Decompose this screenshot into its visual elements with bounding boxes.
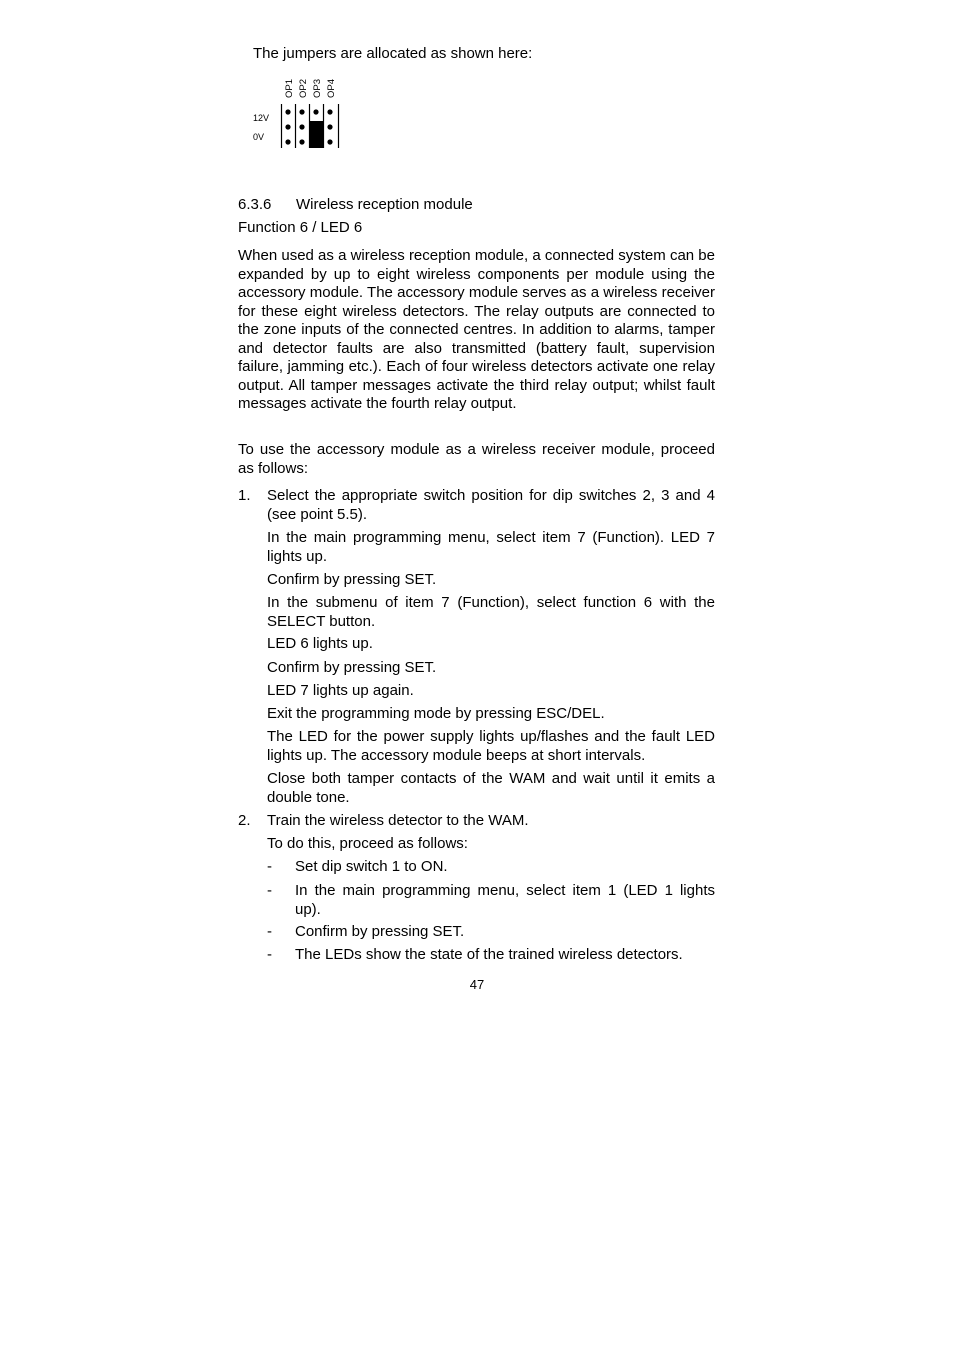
step-line: Exit the programming mode by pressing ESC/DEL.	[267, 705, 605, 722]
bullet-item: In the main programming menu, select item 1 (LED 1 lights up).	[295, 882, 715, 918]
paragraph-description: When used as a wireless reception module, a connected system can be expanded by up to eight wireless components per module using the accessory module. The accessory module serves as a wireless receiver for these eight wireless detectors. The relay outputs are connected to the zone inputs of the connected centres. In addition to alarms, tamper and detector faults are also transmitted (battery fault, supervision failure, jamming etc.). Each of four wireless detectors activate one relay output. All tamper messages activate the third relay output; whilst fault messages activate the fourth relay output.	[238, 247, 715, 412]
step-line: Close both tamper contacts of the WAM and wait until it emits a double tone.	[267, 770, 715, 806]
jumper-bridge-op3	[310, 121, 324, 148]
step-line: Confirm by pressing SET.	[267, 659, 437, 676]
step-number: 1.	[238, 487, 251, 504]
step-line: LED 7 lights up again.	[267, 682, 414, 699]
jumper-column-labels	[284, 79, 337, 98]
paragraph-instructions: To use the accessory module as a wireless receiver module, proceed as follows:	[238, 441, 715, 477]
intro-text: The jumpers are allocated as shown here:	[253, 45, 533, 62]
bullet-dash: -	[267, 946, 272, 963]
step-line: Confirm by pressing SET.	[267, 571, 437, 588]
section-number: 6.3.6	[238, 196, 272, 213]
bullet-item: The LEDs show the state of the trained wireless detectors.	[295, 946, 683, 963]
step-line: To do this, proceed as follows:	[267, 835, 468, 852]
step-line: LED 6 lights up.	[267, 635, 373, 652]
jumper-label-op2: OP2	[298, 78, 309, 98]
function-line: Function 6 / LED 6	[238, 219, 363, 236]
step-line: The LED for the power supply lights up/flashes and the fault LED lights up. The accessory module beeps at short intervals.	[267, 728, 715, 764]
step-line: Train the wireless detector to the WAM.	[267, 812, 529, 829]
step-line: In the submenu of item 7 (Function), select function 6 with the SELECT button.	[267, 594, 715, 630]
step-line: Select the appropriate switch position for dip switches 2, 3 and 4 (see point 5.5).	[267, 487, 715, 523]
page-number: 47	[469, 977, 485, 992]
bullet-dash: -	[267, 882, 272, 899]
jumper-row-label-0v: 0V	[253, 132, 265, 142]
jumper-label-op3: OP3	[312, 78, 323, 98]
jumper-label-op4: OP4	[326, 78, 337, 98]
bullet-item: Confirm by pressing SET.	[295, 923, 465, 940]
jumper-row-label-12v: 12V	[253, 113, 270, 123]
section-title: Wireless reception module	[296, 196, 473, 213]
jumper-diagram	[250, 76, 350, 156]
step-line: In the main programming menu, select item 7 (Function). LED 7 lights up.	[267, 529, 715, 565]
jumper-label-op1: OP1	[284, 78, 295, 98]
section-heading	[238, 196, 718, 215]
bullet-item: Set dip switch 1 to ON.	[295, 858, 448, 875]
step-number: 2.	[238, 812, 251, 829]
bullet-dash: -	[267, 923, 272, 940]
bullet-dash: -	[267, 858, 272, 875]
